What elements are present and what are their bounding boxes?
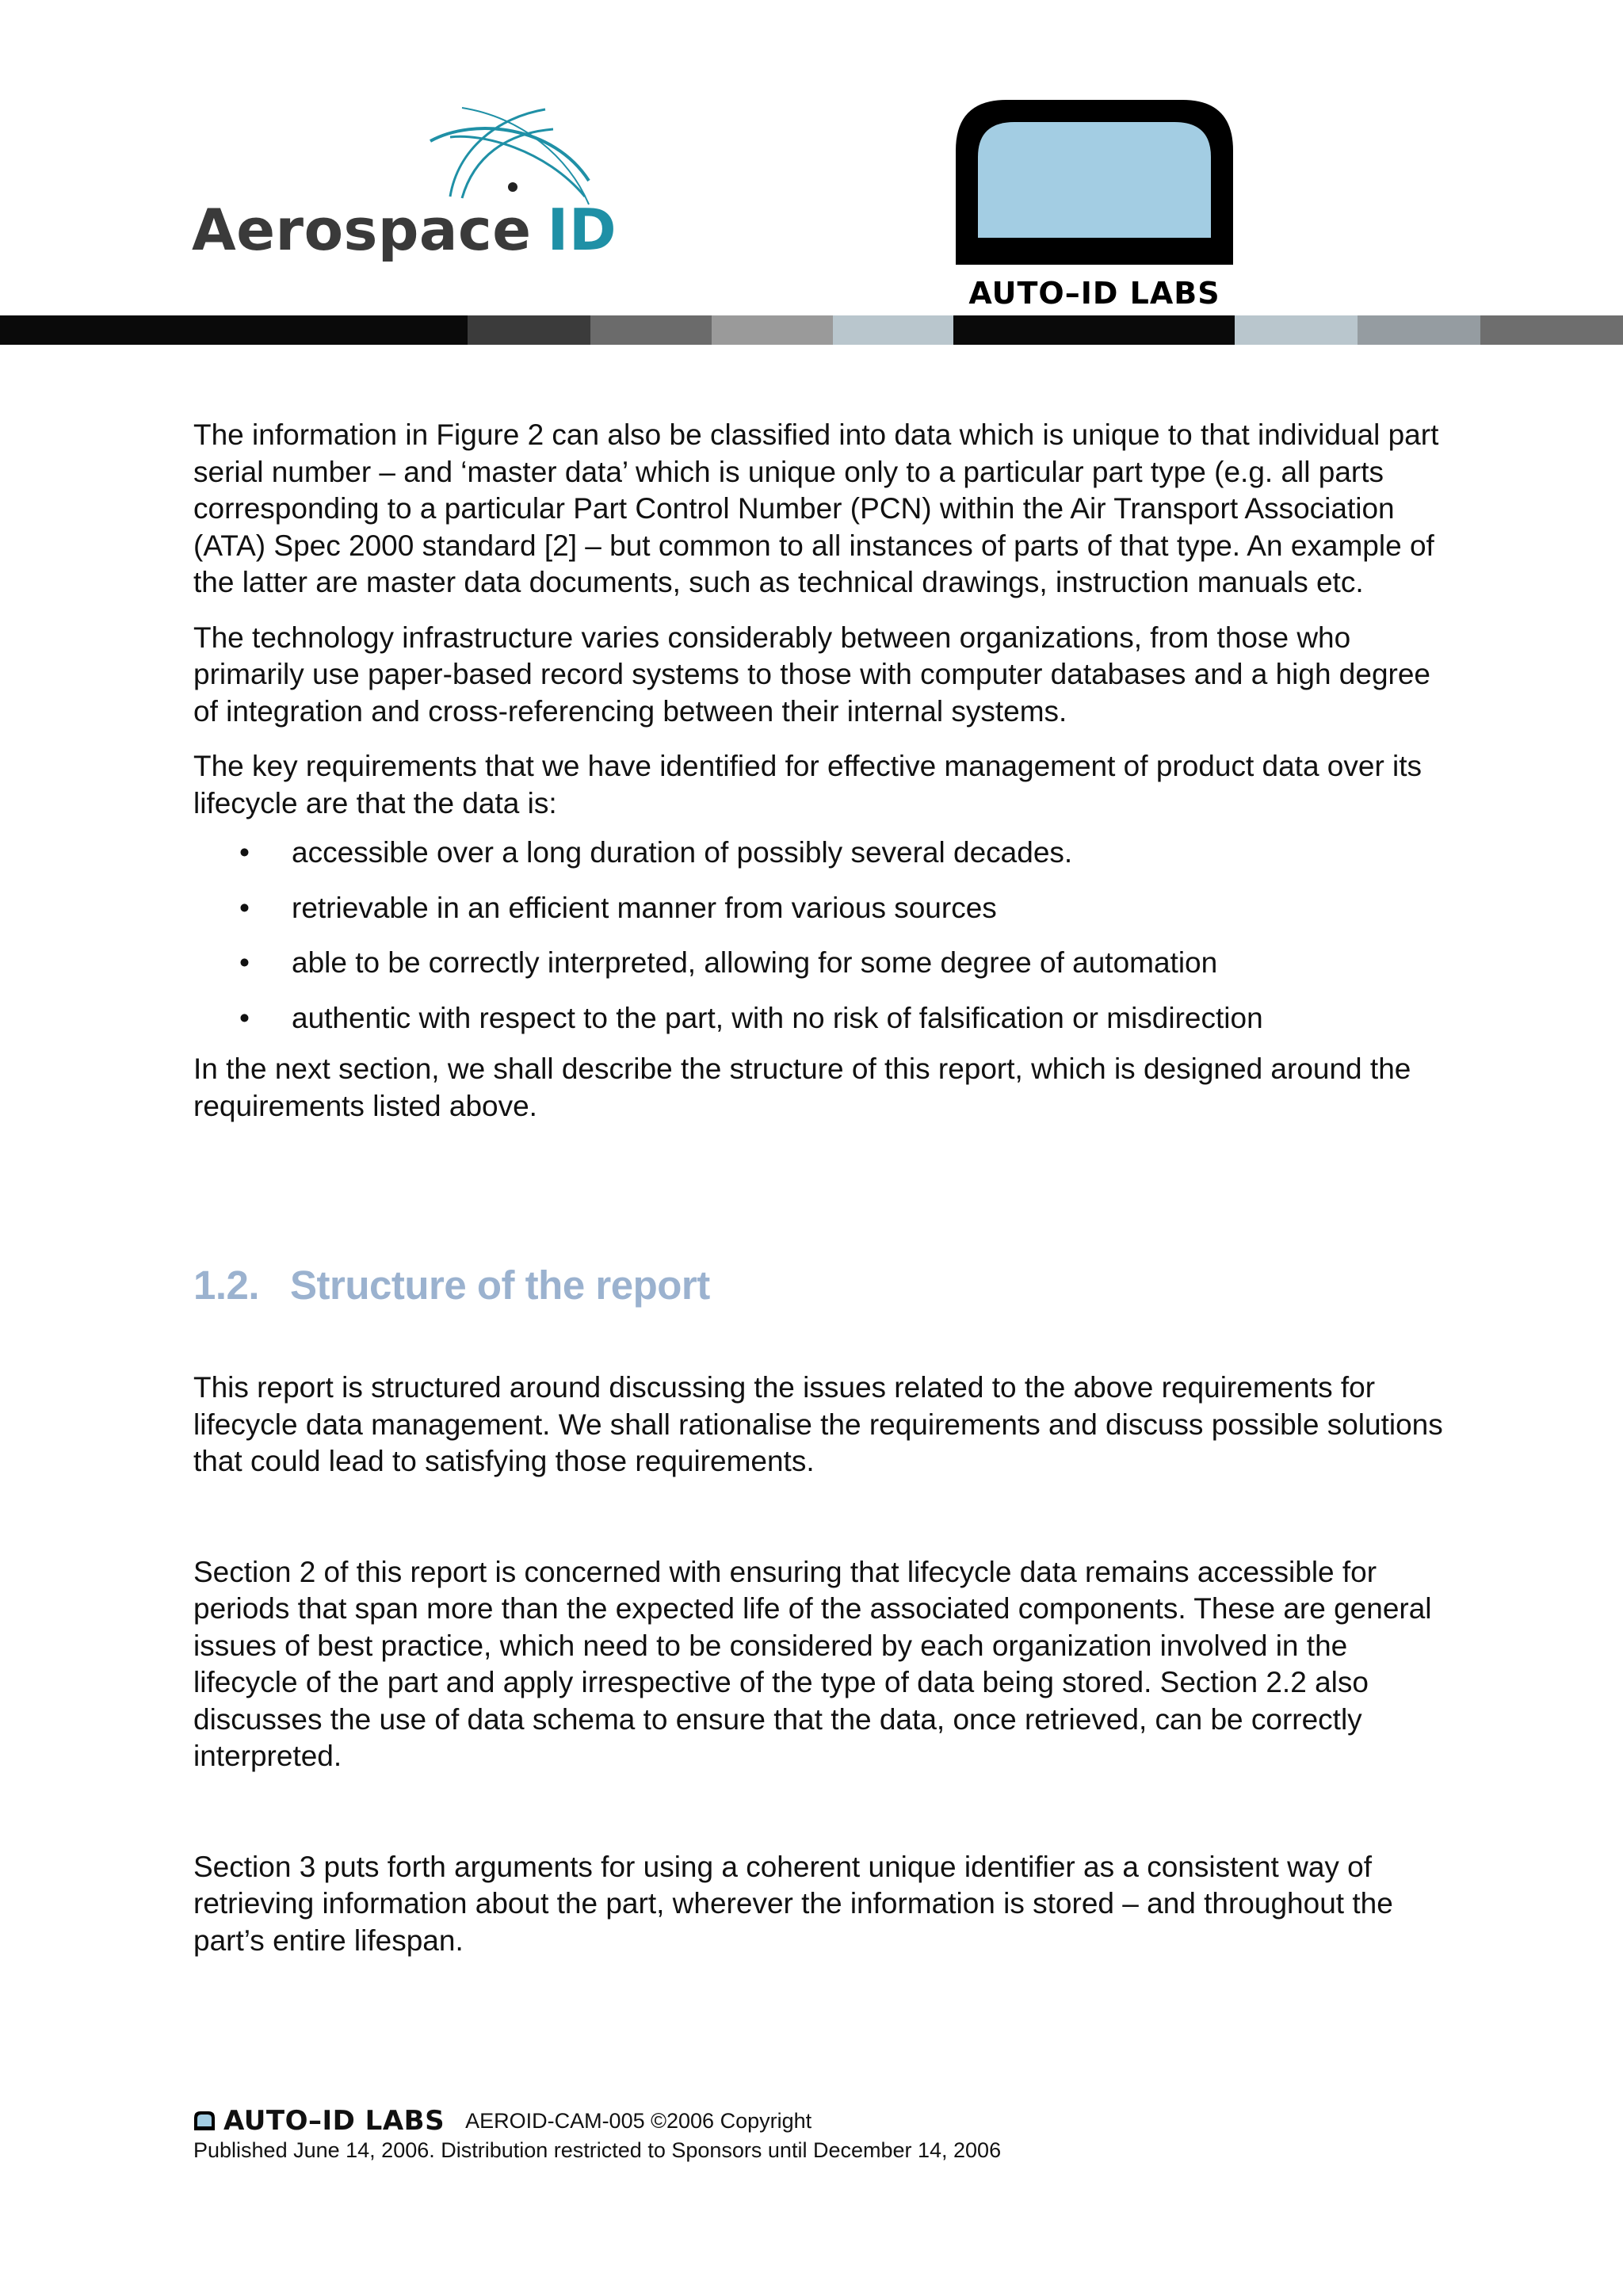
list-item xyxy=(193,945,1445,982)
stripe-segment xyxy=(1235,315,1358,345)
stripe-segment xyxy=(0,315,468,345)
footer-brand: AUTO–ID LABS xyxy=(223,2105,445,2137)
paragraph: Section 3 puts forth arguments for using a coherent unique identifier as a consistent way of retrieving information about the part, wherever the information is stored – and throughout the part’s entire lifespan. xyxy=(193,1850,1393,1957)
list-item-text: accessible over a long duration of possibly several decades. xyxy=(292,836,1073,869)
section-title: Structure of the report xyxy=(290,1263,710,1308)
stripe-segment xyxy=(1358,315,1480,345)
footer-copyright: AEROID-CAM-005 ©2006 Copyright xyxy=(465,2108,812,2133)
page-footer xyxy=(193,2105,1461,2163)
stripe-segment xyxy=(590,315,712,345)
aerospace-logo-word: Aerospace xyxy=(192,197,532,263)
stripe-segment xyxy=(712,315,833,345)
aerospace-arcs-icon xyxy=(189,94,601,212)
body-content xyxy=(193,417,1445,1143)
bullet-icon: • xyxy=(239,836,250,869)
list-item-text: able to be correctly interpreted, allowing for some degree of automation xyxy=(292,946,1218,979)
section-heading xyxy=(193,1262,710,1308)
autoid-logo-label: AUTO–ID LABS xyxy=(968,276,1220,311)
bullet-icon: • xyxy=(239,946,250,979)
stripe-segment xyxy=(833,315,953,345)
aerospace-logo-id: ID xyxy=(547,197,617,263)
list-item-text: authentic with respect to the part, with no risk of falsification or misdirection xyxy=(292,1001,1263,1034)
paragraph: The information in Figure 2 can also be classified into data which is unique to that individual part serial number – and ‘master data’ which is unique only to a particular part type (e.g. all parts corresponding to a particular Part Control Number (PCN) within the Air Transport Association (ATA) Spec 2000 standard [2] – but common to all instances of parts of that type. An example of the latter are master data documents, such as technical drawings, instruction manuals etc. xyxy=(193,418,1439,598)
aerospace-id-logo xyxy=(189,94,617,268)
bullet-icon: • xyxy=(239,1001,250,1034)
autoid-labs-logo xyxy=(951,95,1238,311)
section-number: 1.2. xyxy=(193,1263,260,1308)
stripe-segment xyxy=(953,315,1235,345)
footer-published: Published June 14, 2006. Distribution restricted to Sponsors until December 14, 2006 xyxy=(193,2138,1002,2162)
header-stripe-band xyxy=(0,315,1623,345)
autoid-window-icon xyxy=(193,2111,216,2131)
bullet-icon: • xyxy=(239,891,250,924)
list-item xyxy=(193,835,1445,872)
list-item xyxy=(193,890,1445,927)
requirements-list xyxy=(193,835,1445,1037)
stripe-segment xyxy=(468,315,590,345)
paragraph: The technology infrastructure varies considerably between organizations, from those who primarily use paper-based record systems to those with computer databases and a high degree of integration and cross-referencing between their internal systems. xyxy=(193,621,1431,728)
stripe-segment xyxy=(1480,315,1623,345)
paragraph: The key requirements that we have identified for effective management of product data over its lifecycle are that the data is: xyxy=(193,750,1423,819)
section-content xyxy=(193,1370,1445,1959)
paragraph: Section 2 of this report is concerned with ensuring that lifecycle data remains accessible for periods that span more than the expected life of the associated components. These are general issues of best practice, which need to be considered by each organization involved in the lifecycle of the part and apply irrespective of the type of data being stored. Section 2.2 also discusses the use of data schema to ensure that the data, once retrieved, can be correctly interpreted. xyxy=(193,1555,1432,1772)
list-item-text: retrievable in an efficient manner from various sources xyxy=(292,891,997,924)
list-item xyxy=(193,1000,1445,1037)
paragraph: In the next section, we shall describe the structure of this report, which is designed around the requirements listed above. xyxy=(193,1052,1411,1122)
autoid-window-icon xyxy=(951,95,1238,268)
paragraph: This report is structured around discussing the issues related to the above requirements for lifecycle data management. We shall rationalise the requirements and discuss possible solutions that could lead to satisfying those requirements. xyxy=(193,1371,1443,1477)
